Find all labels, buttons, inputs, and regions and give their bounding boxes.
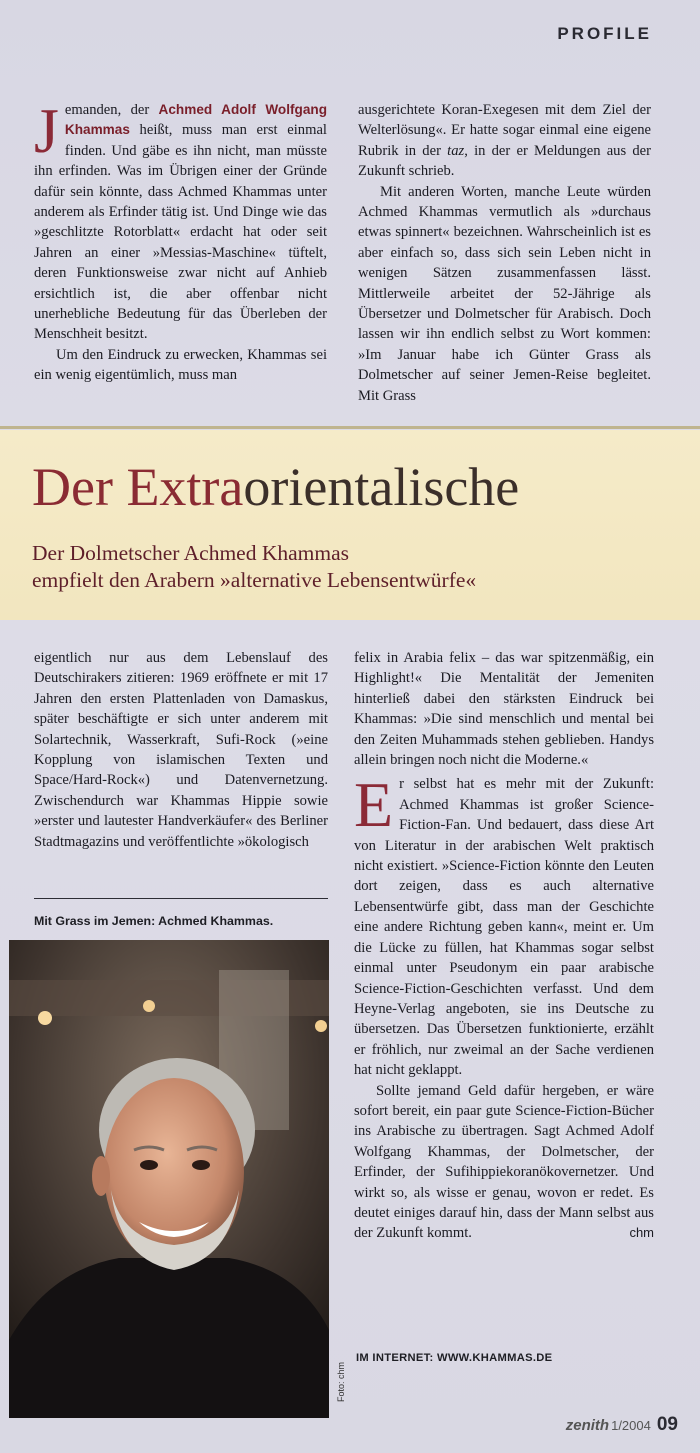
- upper-right-column: [358, 100, 651, 406]
- magazine-name: zenith: [565, 1417, 610, 1434]
- photo-caption: Mit Grass im Jemen: Achmed Khammas.: [34, 914, 274, 928]
- caption-rule: [34, 898, 328, 899]
- issue-number: 1/2004: [611, 1418, 651, 1433]
- drop-cap: J: [34, 95, 59, 166]
- section-label: PROFILE: [557, 24, 652, 43]
- band-rule: [0, 426, 700, 429]
- subheadline: Der Dolmetscher Achmed Khammas empfielt den Arabern »alternative Lebensentwürfe«: [32, 541, 477, 592]
- lower-right-column: [354, 648, 654, 1244]
- drop-cap: E: [354, 769, 394, 841]
- paragraph: felix in Arabia felix – das war spitzenmäßig, ein Highlight!« Die Mentalität der Jemeniten hinterließ dabei den stärksten Eindruck bei Khammas: »Die sind menschlich und mental bei den Zeiten Muhammads stehen geblieben. Handys allein bringen noch nicht die Moderne.«: [354, 650, 654, 769]
- page-footer: [566, 1414, 678, 1436]
- paragraph: eigentlich nur aus dem Lebenslauf des Deutschirakers zitieren: 1969 eröffnete er mit 17 Jahren den ersten Plattenladen von Damaskus, später beschäftigte er sich unter anderem mit Solartechnik, Wasserkraft, Sufi-Rock (»eine Kopplung von islamischen Texten und Space/Hard-Rock«) und Datenvernetzung. Zwischendurch war Khammas Hippie sowie »erster und lautester Handverkäufer« des Berliner Stadtmagazins und veröffentlichte »ökologisch: [34, 650, 328, 850]
- photo-credit: Foto: chm: [336, 1362, 346, 1403]
- paragraph: ausgerichtete Koran-Exegesen mit dem Ziel der Welterlösung«. Er hatte sogar einmal eine eigene Rubrik in der taz, in der er Meldungen aus der Zukunft schrieb.: [358, 102, 651, 180]
- paragraph: Sollte jemand Geld dafür hergeben, er wäre sofort bereit, ein paar gute Science-Fiction-Bücher ins Arabische zu übertragen. Sagt Achmed Adolf Wolfgang Khammas, der Dolmetscher, der Erfinder, der Sufihippiekoranökovernetzer. Und wirkt so, als wisse er genau, wovon er redet. Es deutet einiges darauf hin, dass der Mann selbst aus der Zukunft kommt. chm: [354, 1081, 654, 1244]
- portrait-photo: [9, 940, 329, 1418]
- page-number: 09: [656, 1414, 678, 1435]
- author-signoff: chm: [629, 1225, 654, 1241]
- lower-left-column: [34, 648, 328, 852]
- intro-paragraph: Jemanden, der Achmed Adolf Wolfgang Khammas heißt, muss man erst einmal finden. Und gäbe es ihn nicht, man müsste ihn erfinden. Was im Übrigen einer der Gründe dafür sein könnte, dass Achmed Khammas unter anderem als Erfinder tätig ist. Und Dinge wie das »geschlitzte Rotorblatt« erdacht hat oder seit Jahren an einer »Messias-Maschine« tüftelt, deren Funktionsweise zwar nicht auf Anhieb ersichtlich ist, die aber offenbar nicht unerhebliche Bedeutung für das Überleben der Menschheit besitzt.: [34, 95, 327, 343]
- upper-left-column: [34, 95, 327, 386]
- headline: Der Extraorientalische: [32, 457, 520, 517]
- paragraph: Um den Eindruck zu erwecken, Khammas sei ein wenig eigentümlich, muss man: [34, 346, 327, 384]
- paragraph: Mit anderen Worten, manche Leute würden Achmed Khammas vermutlich als »durchaus etwas spinnert« bezeichnen. Wahrscheinlich ist es aber einfach so, dass sich sein Leben nicht in wenigen Sätzen zusammenfassen lässt. Mittlerweile arbeitet der 52-Jährige als Übersetzer und Dolmetscher für Arabisch. Doch lassen wir ihn endlich selbst zu Wort kommen: »Im Januar habe ich Günter Grass als Dolmetscher auf seiner Jemen-Reise begleitet. Mit Grass: [358, 183, 651, 404]
- internet-link[interactable]: IM INTERNET: WWW.KHAMMAS.DE: [356, 1352, 553, 1364]
- person-name-highlight: Achmed Adolf Wolfgang Khammas: [64, 102, 327, 138]
- paragraph: Er selbst hat es mehr mit der Zukunft: Achmed Khammas ist großer Science-Fiction-Fan. Und bedauert, dass diese Art von Literatur in der arabischen Welt praktisch nicht existiert. »Science-Fiction könnte den Leuten dort zeigen, dass es auch alternative Lebensentwürfe gibt, dass man der Geschichte eine andere Richtung geben kann«, meint er. Um die Lücke zu füllen, hat Khammas sogar selbst einmal unter Pseudonym ein paar arabische Science-Fiction-Geschichten verfasst. Und dem Heyne-Verlag angeboten, sie ins Deutsche zu übersetzen. Das Übersetzen funktionierte, erzählt er fröhlich, nur zweimal an der Sache verdienen hat nicht geklappt.: [354, 769, 654, 1079]
